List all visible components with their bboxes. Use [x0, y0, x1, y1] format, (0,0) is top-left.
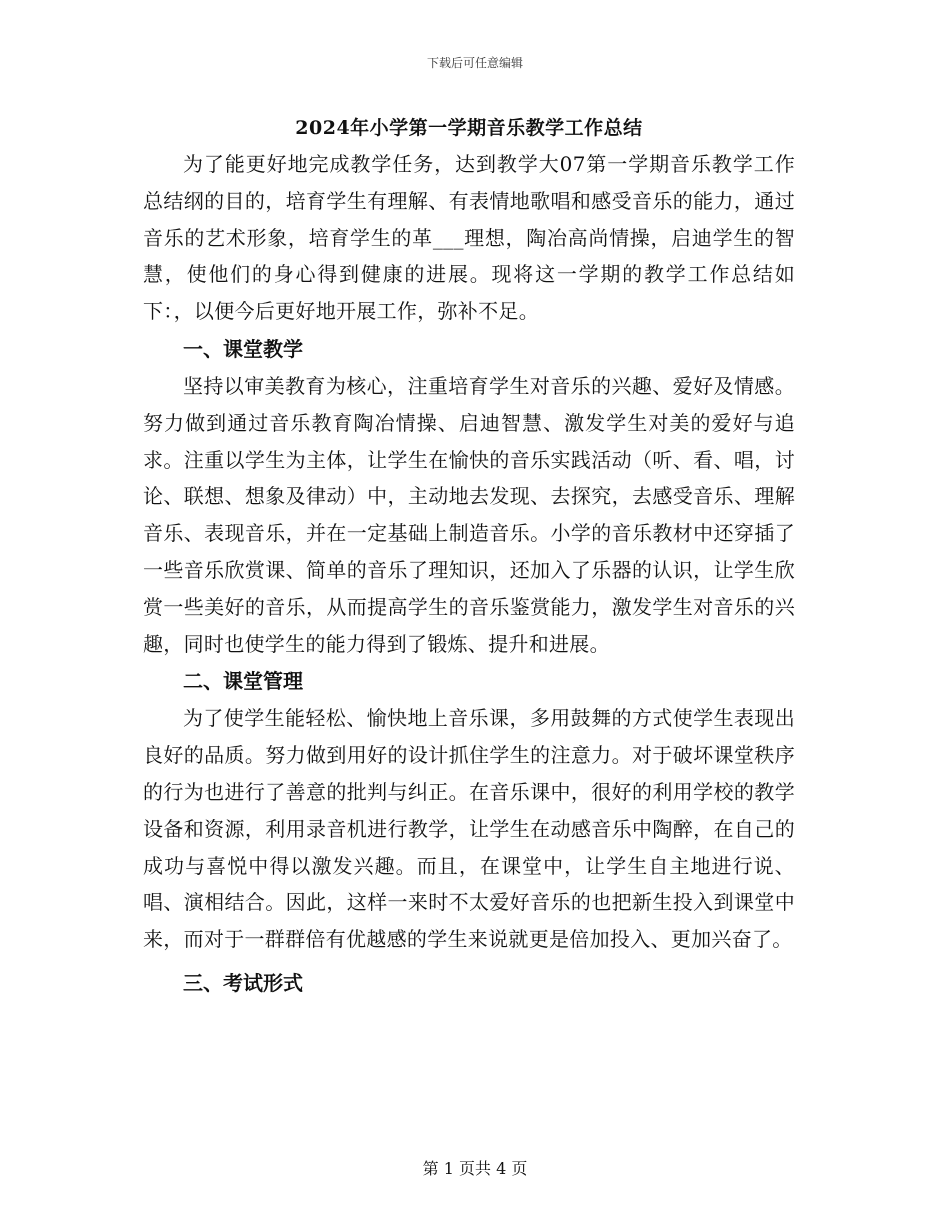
section-body-classroom-teaching: 坚持以审美教育为核心，注重培育学生对音乐的兴趣、爱好及情感。努力做到通过音乐教育陶冶情操、启迪智慧、激发学生对美的爱好与追求。注重以学生为主体，让学生在愉快的音乐实践活动（听、看、唱，讨论、联想、想象及律动）中，主动地去发现、去探究，去感受音乐、理解音乐、表现音乐，并在一定基础上制造音乐。小学的音乐教材中还穿插了一些音乐欣赏课、简单的音乐了理知识，还加入了乐器的认识，让学生欣赏一些美好的音乐，从而提高学生的音乐鉴赏能力，激发学生对音乐的兴趣，同时也使学生的能力得到了锻炼、提升和进展。 — [143, 373, 795, 656]
section-heading-classroom-teaching: 一、课堂教学 — [183, 336, 303, 361]
document-title: 2024年小学第一学期音乐教学工作总结 — [295, 117, 643, 139]
section-heading-exam-format: 三、考试形式 — [183, 970, 303, 995]
section-body-classroom-management: 为了使学生能轻松、愉快地上音乐课，多用鼓舞的方式使学生表现出良好的品质。努力做到用好的设计抓住学生的注意力。对于破坏课堂秩序的行为也进行了善意的批判与纠正。在音乐课中，很好的利用学校的教学设备和资源，利用录音机进行教学，让学生在动感音乐中陶醉，在自己的成功与喜悦中得以激发兴趣。而且，在课堂中，让学生自主地进行说、唱、演相结合。因此，这样一来时不太爱好音乐的也把新生投入到课堂中来，而对于一群群倍有优越感的学生来说就更是倍加投入、更加兴奋了。 — [143, 706, 795, 952]
header-note: 下载后可任意编辑 — [426, 56, 523, 70]
intro-paragraph: 为了能更好地完成教学任务，达到教学大07第一学期音乐教学工作总结纲的目的，培育学生有理解、有表情地歌唱和感受音乐的能力，通过音乐的艺术形象，培育学生的革___理想，陶冶高尚情操，启迪学生的智慧，使他们的身心得到健康的进展。现将这一学期的教学工作总结如下：，以便今后更好地开展工作，弥补不足。 — [143, 152, 795, 324]
document-body — [143, 110, 795, 1002]
section-heading-classroom-management: 二、课堂管理 — [183, 669, 303, 694]
page-number: 第 1 页共 4 页 — [422, 1159, 528, 1178]
